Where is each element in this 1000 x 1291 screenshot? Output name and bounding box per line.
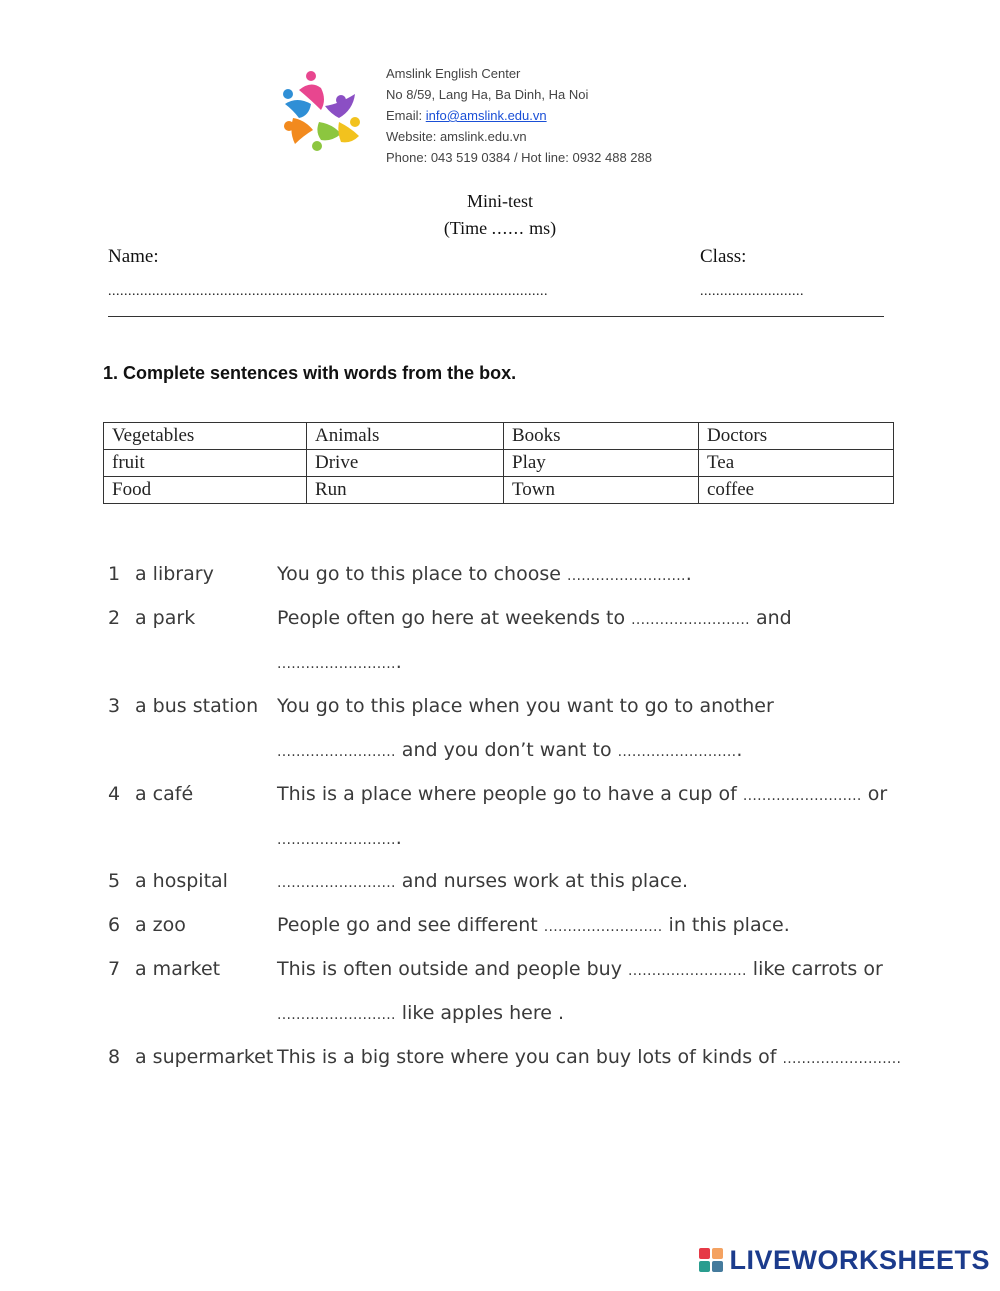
word-cell: Food xyxy=(104,477,307,504)
item-place: a park xyxy=(135,607,196,629)
word-cell: coffee xyxy=(699,477,894,504)
item-number: 6 xyxy=(108,914,121,936)
email-link[interactable]: info@amslink.edu.vn xyxy=(425,108,547,123)
watermark-tile xyxy=(712,1261,723,1272)
logo-figure-yellow xyxy=(338,117,360,142)
item-number: 2 xyxy=(108,607,121,629)
time-line: (Time ...... ms) xyxy=(443,218,557,238)
item-sentence: ......................... and nurses work at this place. xyxy=(277,870,689,892)
answer-blank[interactable]: ......................... xyxy=(277,744,396,760)
item-sentence: You go to this place to choose .......................... xyxy=(277,563,692,585)
item-number: 3 xyxy=(108,695,121,717)
answer-blank[interactable]: ......................... xyxy=(782,1051,902,1067)
item-number: 7 xyxy=(108,958,121,980)
liveworksheets-watermark xyxy=(699,1245,990,1275)
class-label: Class: xyxy=(700,246,747,267)
word-cell: Play xyxy=(504,450,699,477)
word-cell: Drive xyxy=(307,450,504,477)
watermark-tile xyxy=(699,1261,710,1272)
time-blank[interactable]: ...... xyxy=(491,218,525,238)
item-place: a zoo xyxy=(135,914,186,936)
answer-blank[interactable]: ......................... xyxy=(277,875,396,891)
word-box xyxy=(103,422,894,504)
item-sentence: This is a big store where you can buy lots of kinds of ......................... xyxy=(277,1046,902,1068)
word-cell: Run xyxy=(307,477,504,504)
name-label: Name: xyxy=(108,246,159,267)
center-address: No 8/59, Lang Ha, Ba Dinh, Ha Noi xyxy=(386,87,589,102)
watermark-tiles-icon xyxy=(699,1248,723,1272)
item-place: a bus station xyxy=(135,695,259,717)
word-box-row xyxy=(104,423,894,450)
name-blank[interactable]: .............................................................................................................. xyxy=(108,284,548,299)
item-sentence: This is a place where people go to have a cup of ......................... or xyxy=(277,783,888,805)
item-number: 5 xyxy=(108,870,121,892)
word-cell: Vegetables xyxy=(104,423,307,450)
word-cell: Tea xyxy=(699,450,894,477)
item-sentence-cont: ......................... and you don’t want to .......................... xyxy=(277,739,743,761)
item-place: a hospital xyxy=(135,870,228,892)
item-sentence-cont: .......................... xyxy=(277,827,402,849)
item-sentence: People go and see different ......................... in this place. xyxy=(277,914,790,936)
word-cell: Books xyxy=(504,423,699,450)
page-title: Mini-test xyxy=(467,191,533,211)
answer-blank[interactable]: ......................... xyxy=(617,744,737,760)
answer-blank[interactable]: ......................... xyxy=(277,656,396,672)
word-cell: Doctors xyxy=(699,423,894,450)
item-number: 4 xyxy=(108,783,121,805)
center-info xyxy=(386,63,652,168)
watermark-tile xyxy=(699,1248,710,1259)
watermark-text: LIVEWORKSHEETS xyxy=(729,1244,990,1275)
answer-blank[interactable]: ......................... xyxy=(543,919,663,935)
item-place: a market xyxy=(135,958,221,980)
center-name: Amslink English Center xyxy=(386,66,521,81)
item-sentence: You go to this place when you want to go to another xyxy=(277,695,774,717)
answer-blank[interactable]: ......................... xyxy=(627,963,747,979)
item-number: 8 xyxy=(108,1046,121,1068)
center-website: Website: amslink.edu.vn xyxy=(386,129,527,144)
section-heading: 1. Complete sentences with words from the box. xyxy=(103,363,517,383)
item-place: a café xyxy=(135,783,194,805)
center-phone: Phone: 043 519 0384 / Hot line: 0932 488 288 xyxy=(386,150,652,165)
logo-figure-orange xyxy=(284,118,313,144)
answer-blank[interactable]: ......................... xyxy=(631,612,750,628)
amslink-logo xyxy=(281,70,363,152)
item-sentence-cont: ......................... like apples here . xyxy=(277,1002,564,1024)
item-sentence-cont: .......................... xyxy=(277,651,402,673)
header-divider xyxy=(108,316,884,317)
answer-blank[interactable]: ......................... xyxy=(566,568,686,584)
logo-figure-green xyxy=(312,122,341,151)
word-cell: Animals xyxy=(307,423,504,450)
item-number: 1 xyxy=(108,563,121,585)
logo-figure-purple xyxy=(325,94,355,118)
item-sentence: People often go here at weekends to ......................... and xyxy=(277,607,792,629)
answer-blank[interactable]: ......................... xyxy=(277,1007,396,1023)
item-sentence: This is often outside and people buy ......................... like carrots or xyxy=(277,958,883,980)
center-email: Email: info@amslink.edu.vn xyxy=(386,108,547,123)
answer-blank[interactable]: ......................... xyxy=(742,788,862,804)
answer-blank[interactable]: ......................... xyxy=(277,832,396,848)
word-box-row xyxy=(104,477,894,504)
watermark-tile xyxy=(712,1248,723,1259)
word-box-row xyxy=(104,450,894,477)
item-place: a supermarket xyxy=(135,1046,274,1068)
class-blank[interactable]: .......................... xyxy=(700,284,804,299)
word-cell: fruit xyxy=(104,450,307,477)
word-cell: Town xyxy=(504,477,699,504)
item-place: a library xyxy=(135,563,214,585)
